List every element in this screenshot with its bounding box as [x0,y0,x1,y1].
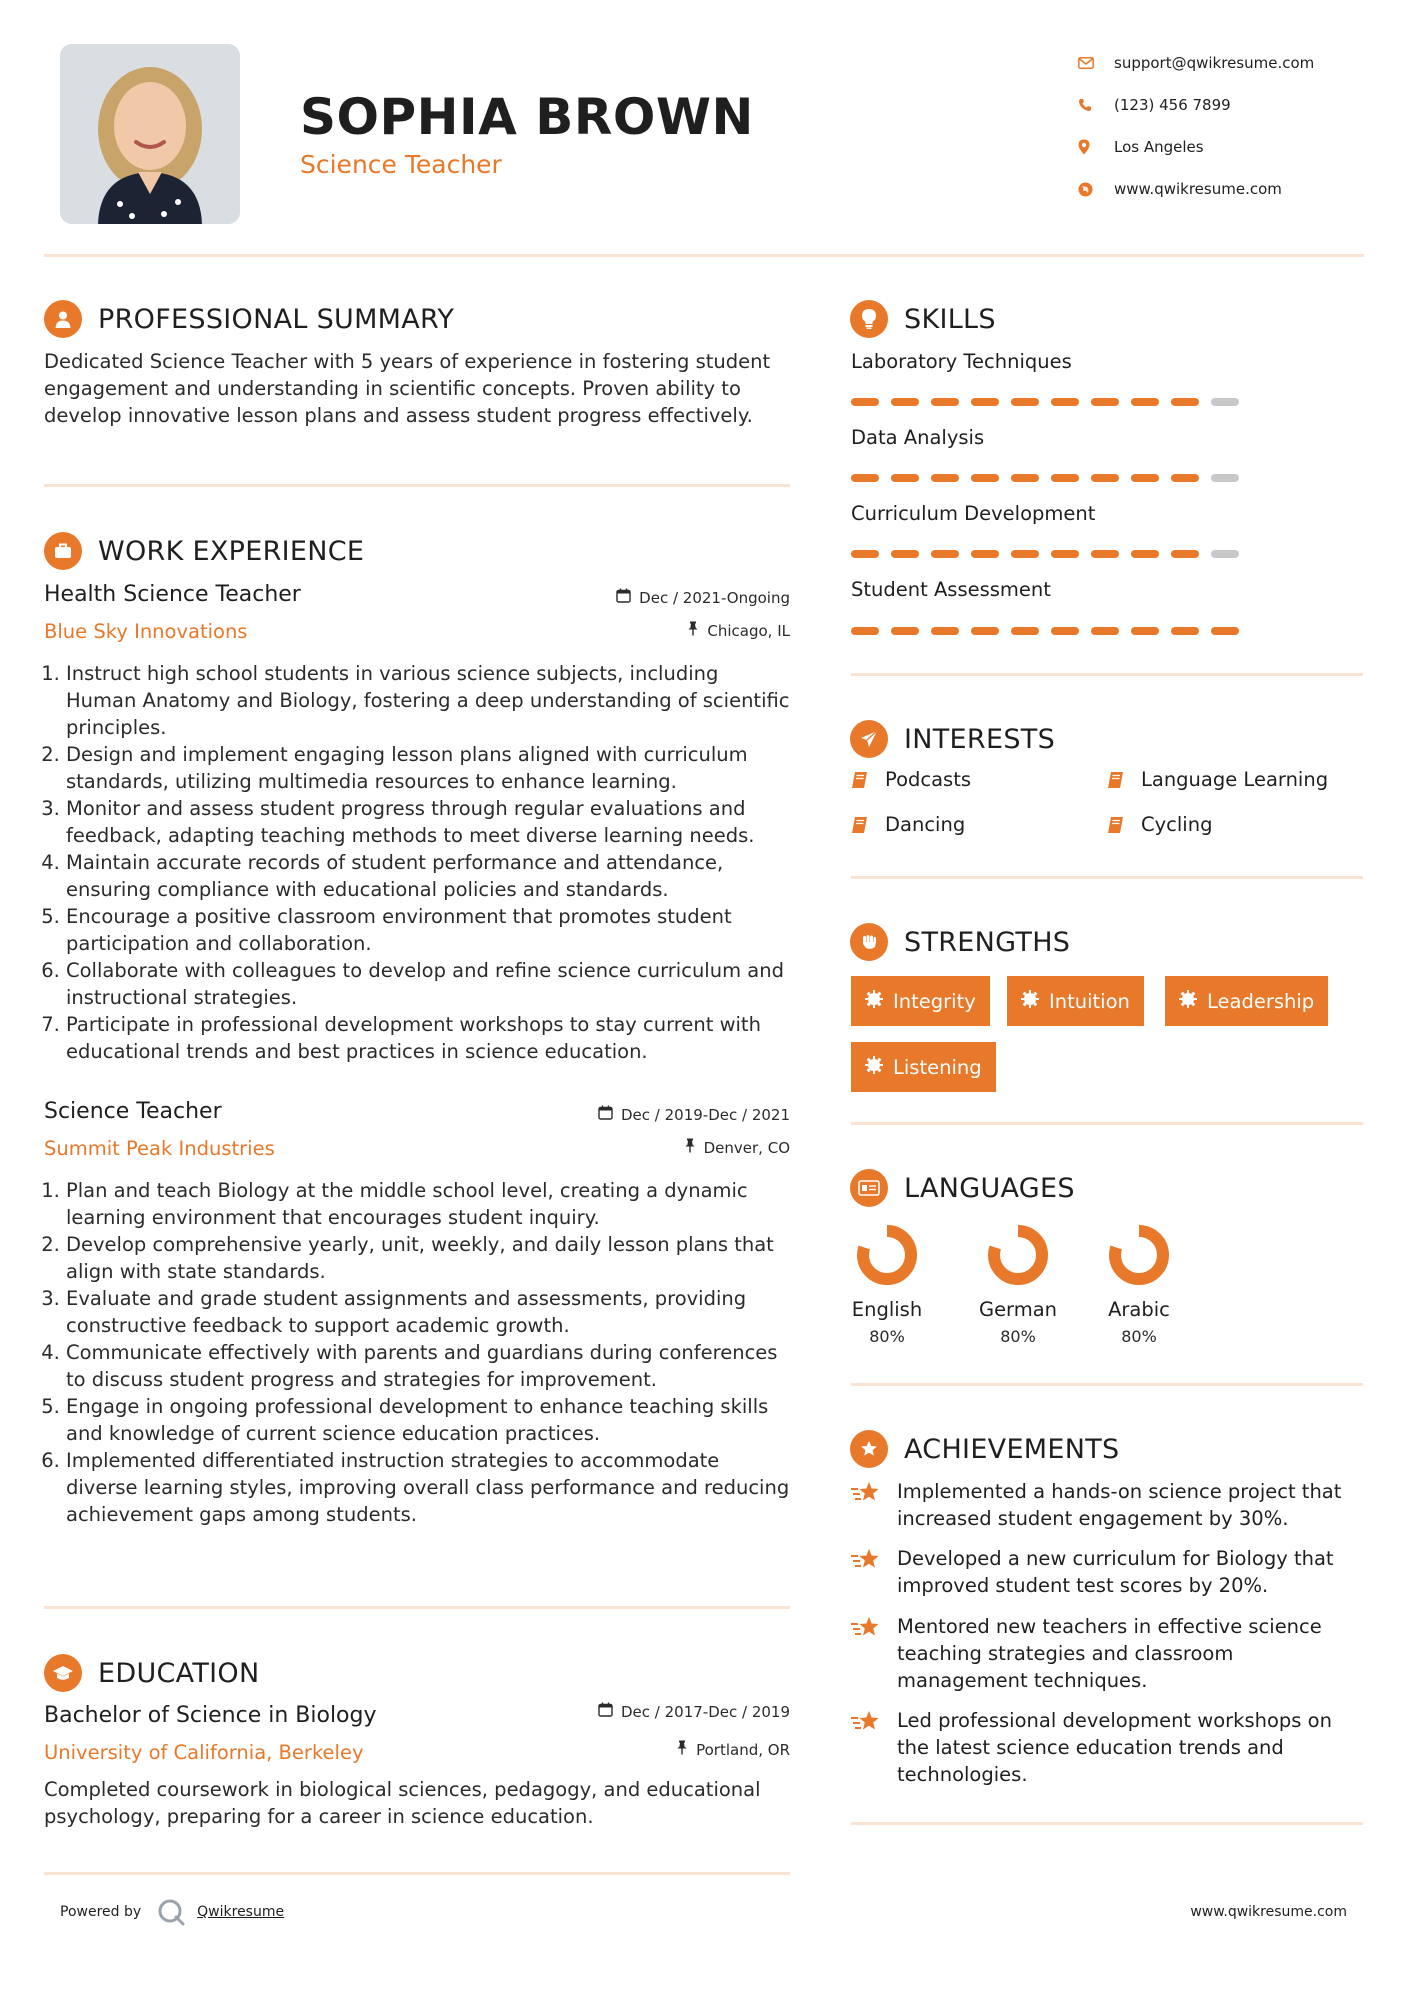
strength-label: Intuition [1049,989,1130,1013]
skill-dash-filled [891,627,919,635]
interest-item [851,813,965,836]
skill-dash-filled [1091,550,1119,558]
skill-dash-filled [1171,474,1199,482]
skills-title: SKILLS [904,303,996,335]
language-ring-arc [863,1231,911,1279]
book-icon [851,816,885,834]
interest-label: Cycling [1141,813,1213,836]
strength-chip [1165,976,1328,1026]
achievement-text: Led professional development workshops on the latest science education trends and technologies. [897,1709,1332,1786]
skill-dash-filled [891,474,919,482]
calendar-icon [598,1105,613,1124]
star-speed-icon [851,1478,897,1513]
lightbulb-icon [850,300,888,338]
calendar-icon [616,588,631,607]
education-text: Completed coursework in biological sciences, pedagogy, and educational psychology, preparing for a career in science education. [44,1778,761,1828]
strength-chip [1007,976,1144,1026]
graduation-cap-icon [44,1654,82,1692]
contact-phone[interactable] [1078,84,1314,126]
interest-label: Language Learning [1141,768,1329,791]
education-dates [520,1702,790,1721]
job-1-dates-text: Dec / 2021-Ongoing [639,588,790,607]
skill-dash-filled [851,474,879,482]
language-percent: 80% [1000,1327,1036,1346]
paper-plane-icon [850,720,888,758]
language-name: Arabic [1108,1298,1170,1321]
achievement-item [851,1707,1363,1788]
skill-dash-filled [851,627,879,635]
work-heading [44,532,364,570]
gear-badge-icon [1179,990,1197,1013]
list-item: 5. Engage in ongoing professional development to enhance teaching skills and knowledge of current science education practices. [66,1393,792,1447]
phone-icon [1078,98,1114,112]
book-icon [851,771,885,789]
footer-powered-by [60,1898,284,1926]
work-divider [44,1606,790,1609]
education-heading [44,1654,259,1692]
work-title: WORK EXPERIENCE [98,535,365,567]
contact-location [1078,126,1314,168]
contact-website-text: www.qwikresume.com [1114,180,1282,198]
strength-chip [851,976,990,1026]
list-item: 1. Plan and teach Biology at the middle school level, creating a dynamic learning environment that encourages student inquiry. [66,1177,792,1231]
achievement-item [851,1478,1363,1532]
skills-heading [850,300,996,338]
location-pin-icon [1078,139,1114,155]
star-speed-icon [851,1707,897,1742]
pushpin-icon [676,1740,688,1759]
language-ring [985,1222,1051,1288]
interest-item [1107,813,1212,836]
list-item: 4. Maintain accurate records of student performance and attendance, ensuring compliance with educational policies and standards. [66,849,792,903]
skill-dash-empty [1211,550,1239,558]
list-item: 2. Develop comprehensive yearly, unit, weekly, and daily lesson plans that align with state standards. [66,1231,792,1285]
languages-heading [850,1169,1075,1207]
summary-heading [44,300,454,338]
book-icon [1107,771,1141,789]
calendar-icon [598,1702,613,1721]
skill-dash-filled [1011,550,1039,558]
list-item: 7. Participate in professional development workshops to stay current with educational trends and best practices in science education. [66,1011,792,1065]
skill-dash-filled [1171,627,1199,635]
list-item: 6. Implemented differentiated instruction strategies to accommodate diverse learning styles, improving overall class performance and reducing achievement gaps among students. [66,1447,792,1528]
gear-badge-icon [1021,990,1039,1013]
skill-dash-filled [1171,398,1199,406]
interests-divider [851,876,1363,879]
skill-dash-filled [1011,398,1039,406]
powered-by-label: Powered by [60,1904,142,1920]
job-2-company: Summit Peak Industries [44,1137,275,1160]
language-ring [1106,1222,1172,1288]
skill-dash-filled [1131,627,1159,635]
achievement-item [851,1545,1363,1599]
achievement-text: Implemented a hands-on science project that increased student engagement by 30%. [897,1480,1342,1530]
strength-label: Listening [893,1055,982,1079]
skill-dash-filled [1091,627,1119,635]
skill-dash-filled [1211,627,1239,635]
achievement-item [851,1613,1363,1694]
language-item [968,1222,1068,1346]
job-1-location-text: Chicago, IL [707,621,790,640]
trophy-star-icon [850,1430,888,1468]
skill-label: Student Assessment [851,578,1051,601]
skill-rating [851,474,1239,482]
achievements-heading [850,1430,1120,1468]
skill-dash-filled [931,474,959,482]
degree-title: Bachelor of Science in Biology [44,1703,377,1728]
achievement-text: Developed a new curriculum for Biology that improved student test scores by 20%. [897,1547,1334,1597]
profile-photo-image [60,44,240,224]
skill-dash-filled [1131,550,1159,558]
languages-title: LANGUAGES [904,1172,1075,1204]
globe-icon [1078,182,1114,197]
skill-dash-filled [851,550,879,558]
pushpin-icon [684,1138,696,1157]
contact-email-text: support@qwikresume.com [1114,54,1315,72]
list-item: 2. Design and implement engaging lesson plans aligned with curriculum standards, utilizing multimedia resources to enhance learning. [66,741,792,795]
achievement-text: Mentored new teachers in effective science teaching strategies and classroom management techniques. [897,1615,1322,1692]
qwikresume-logo-icon [157,1898,185,1926]
contact-phone-text: (123) 456 7899 [1114,96,1231,114]
job-1-bullets [40,660,792,1065]
language-ring [854,1222,920,1288]
job-2-bullets [40,1177,792,1528]
footer-website[interactable]: www.qwikresume.com [1190,1904,1347,1920]
skill-dash-filled [891,398,919,406]
contact-email[interactable] [1078,42,1314,84]
skill-dash-filled [971,474,999,482]
skill-rating [851,398,1239,406]
job-1-dates [520,588,790,607]
language-name: English [851,1298,923,1321]
star-speed-icon [851,1613,897,1648]
languages-divider [851,1383,1363,1386]
brand-link[interactable]: Qwikresume [197,1904,285,1920]
contact-list [1078,42,1314,210]
job-2-location-text: Denver, CO [703,1138,790,1157]
gear-badge-icon [865,990,883,1013]
strengths-title: STRENGTHS [904,926,1071,958]
job-2-title: Science Teacher [44,1099,222,1124]
pushpin-icon [687,621,699,640]
summary-divider [44,484,790,487]
summary-text: Dedicated Science Teacher with 5 years of experience in fostering student engagement and understanding in scientific concepts. Proven ability to develop innovative lesson plans and assess student progress effectively. [44,350,771,427]
header-divider [44,254,1364,257]
skill-dash-filled [1051,627,1079,635]
skill-dash-filled [971,398,999,406]
interest-item [851,768,971,791]
language-item [1089,1222,1189,1346]
education-title: EDUCATION [98,1657,260,1689]
job-1-title: Health Science Teacher [44,582,301,607]
profile-photo [60,44,240,224]
skill-dash-filled [971,550,999,558]
summary-title: PROFESSIONAL SUMMARY [98,303,455,335]
education-dates-text: Dec / 2017-Dec / 2019 [621,1702,790,1721]
list-item: 1. Instruct high school students in various science subjects, including Human Anatomy and Biology, fostering a deep understanding of scientific principles. [66,660,792,741]
skill-dash-filled [931,550,959,558]
skill-dash-filled [1171,550,1199,558]
job-2-dates [520,1105,790,1124]
skill-dash-filled [1051,474,1079,482]
star-speed-icon [851,1545,897,1580]
skill-dash-filled [1011,627,1039,635]
job-2-location [520,1138,790,1157]
contact-location-text: Los Angeles [1114,138,1204,156]
skill-label: Laboratory Techniques [851,350,1072,373]
language-percent: 80% [1121,1327,1157,1346]
strengths-divider [851,1122,1363,1125]
skill-dash-empty [1211,398,1239,406]
skill-label: Data Analysis [851,426,985,449]
language-card-icon [850,1169,888,1207]
language-percent: 80% [869,1327,905,1346]
job-1-company: Blue Sky Innovations [44,620,248,643]
skill-dash-filled [971,627,999,635]
language-ring-arc [1115,1231,1163,1279]
interests-heading [850,720,1055,758]
education-divider [44,1872,790,1875]
skill-dash-filled [1051,550,1079,558]
skill-dash-filled [931,398,959,406]
interest-label: Podcasts [885,768,972,791]
briefcase-icon [44,532,82,570]
interests-title: INTERESTS [904,723,1056,755]
list-item: 3. Evaluate and grade student assignments and assessments, providing constructive feedback to support academic growth. [66,1285,792,1339]
skill-dash-filled [1131,474,1159,482]
book-icon [1107,816,1141,834]
email-icon [1078,57,1114,69]
fist-icon [850,923,888,961]
achievements-divider [851,1822,1363,1825]
skills-divider [851,673,1363,676]
achievements-title: ACHIEVEMENTS [904,1433,1120,1465]
list-item: 6. Collaborate with colleagues to develop and refine science curriculum and instructional strategies. [66,957,792,1011]
skill-rating [851,627,1239,635]
skill-dash-empty [1211,474,1239,482]
language-ring-arc [994,1231,1042,1279]
strength-label: Leadership [1207,989,1315,1013]
gear-badge-icon [865,1056,883,1079]
language-name: German [978,1298,1058,1321]
language-item [837,1222,937,1346]
user-icon [44,300,82,338]
interest-label: Dancing [885,813,966,836]
candidate-name: SOPHIA BROWN [300,88,754,146]
skill-dash-filled [931,627,959,635]
school-name: University of California, Berkeley [44,1741,364,1764]
skill-dash-filled [1051,398,1079,406]
list-item: 4. Communicate effectively with parents and guardians during conferences to discuss student progress and strategies for improvement. [66,1339,792,1393]
skill-label: Curriculum Development [851,502,1096,525]
skill-dash-filled [851,398,879,406]
job-2-dates-text: Dec / 2019-Dec / 2021 [621,1105,790,1124]
list-item: 3. Monitor and assess student progress through regular evaluations and feedback, adapting teaching methods to meet diverse learning needs. [66,795,792,849]
skill-dash-filled [1091,398,1119,406]
list-item: 5. Encourage a positive classroom environment that promotes student participation and collaboration. [66,903,792,957]
candidate-title: Science Teacher [300,150,502,179]
skill-dash-filled [1011,474,1039,482]
education-location-text: Portland, OR [696,1740,790,1759]
interest-item [1107,768,1328,791]
job-1-location [520,621,790,640]
skill-dash-filled [1091,474,1119,482]
strength-label: Integrity [893,989,976,1013]
strength-chip [851,1042,996,1092]
skill-rating [851,550,1239,558]
strengths-heading [850,923,1070,961]
contact-website[interactable] [1078,168,1314,210]
skill-dash-filled [891,550,919,558]
skill-dash-filled [1131,398,1159,406]
education-location [520,1740,790,1759]
